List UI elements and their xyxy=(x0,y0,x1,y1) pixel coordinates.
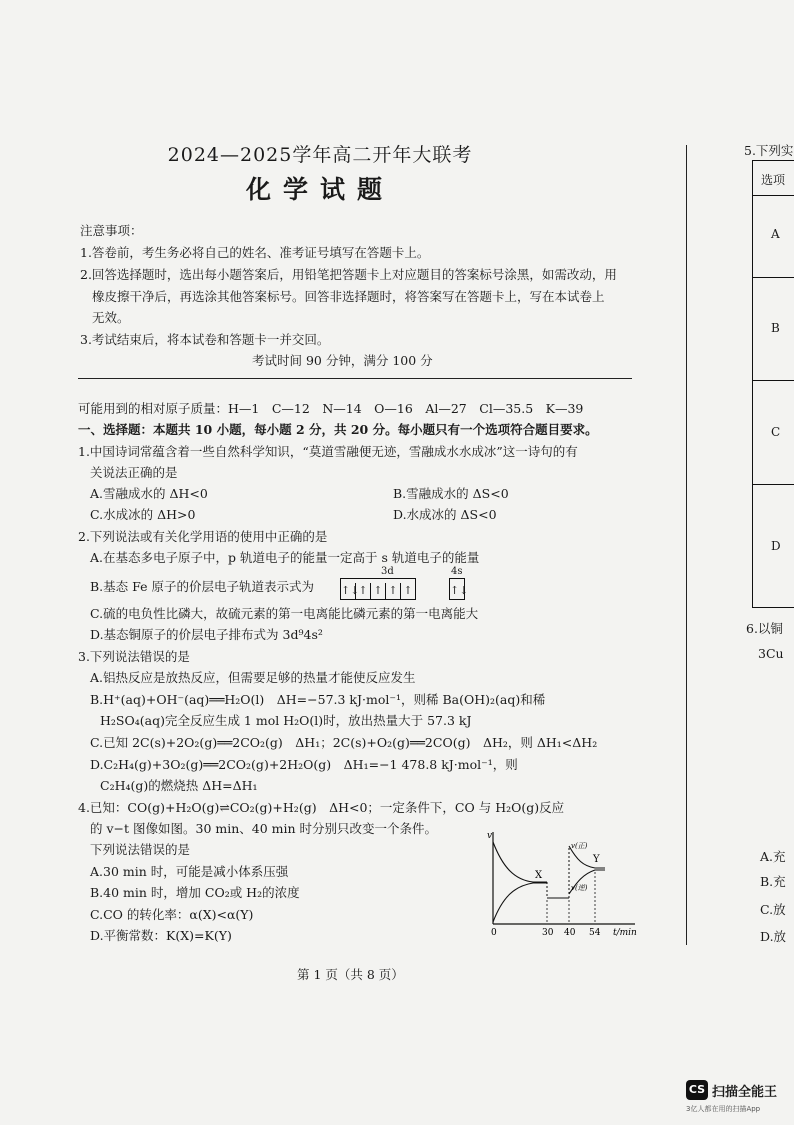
q5-row-b: B xyxy=(771,321,780,335)
scanner-logo-icon: CS xyxy=(686,1080,708,1100)
note-2a: 2.回答选择题时，选出每小题答案后，用铅笔把答题卡上对应题目的答案标号涂黑，如需改动，用 xyxy=(80,267,617,282)
q6-option-c: C.放 xyxy=(760,902,786,917)
q1-option-b: B.雪融成水的 ΔS<0 xyxy=(393,486,509,501)
q5-row-a: A xyxy=(771,227,780,241)
scanner-tagline: 3亿人都在用的扫描App xyxy=(686,1105,761,1113)
q4-option-d: D.平衡常数：K(X)=K(Y) xyxy=(90,928,232,943)
label-4s: 4s xyxy=(451,566,463,577)
q4-option-b: B.40 min 时，增加 CO₂或 H₂的浓度 xyxy=(90,885,300,900)
q3-option-d-2: C₂H₄(g)的燃烧热 ΔH=ΔH₁ xyxy=(100,778,258,793)
section-1-heading: 一、选择题：本题共 10 小题，每小题 2 分，共 20 分。每小题只有一个选项符合题目要求。 xyxy=(78,422,598,437)
q5-table-rule-3 xyxy=(753,380,794,381)
orbital-3d-box xyxy=(340,578,416,600)
q2-option-b: B.基态 Fe 原子的价层电子轨道表示式为 xyxy=(90,579,314,594)
v-reverse-curve-1 xyxy=(493,883,547,922)
orbital-3d-4: ↑ xyxy=(386,583,401,599)
orbital-4s-1: ↑↓ xyxy=(450,584,469,597)
q6-option-d: D.放 xyxy=(760,929,787,944)
x-tick-40: 40 xyxy=(564,928,576,938)
q3-option-c: C.已知 2C(s)+2O₂(g)══2CO₂(g) ΔH₁；2C(s)+O₂(g)══2CO(g) ΔH₂，则 ΔH₁<ΔH₂ xyxy=(90,735,598,750)
q5-table-rule-4 xyxy=(753,484,794,485)
q6-option-b: B.充 xyxy=(760,874,786,889)
q3-option-d-1: D.C₂H₄(g)+3O₂(g)══2CO₂(g)+2H₂O(g) ΔH₁=−1 478.8 kJ·mol⁻¹，则 xyxy=(90,757,518,772)
q3-option-b-1: B.H⁺(aq)+OH⁻(aq)══H₂O(l) ΔH=−57.3 kJ·mol⁻¹，则稀 Ba(OH)₂(aq)和稀 xyxy=(90,692,546,707)
q1-stem-2: 关说法正确的是 xyxy=(90,465,178,480)
orbital-3d-1: ↑↓ xyxy=(341,584,360,597)
atomic-masses: 可能用到的相对原子质量：H—1 C—12 N—14 O—16 Al—27 Cl—35.5 K—39 xyxy=(78,401,584,416)
scanner-app-name: 扫描全能王 xyxy=(712,1085,778,1100)
q4-stem-3: 下列说法错误的是 xyxy=(90,842,191,857)
x-tick-30: 30 xyxy=(542,928,554,938)
q4-stem-2: 的 v−t 图像如图。30 min、40 min 时分别只改变一个条件。 xyxy=(90,821,438,836)
q4-option-a: A.30 min 时，可能是减小体系压强 xyxy=(90,864,289,879)
note-2b: 橡皮擦干净后，再选涂其他答案标号。回答非选择题时，将答案写在答题卡上，写在本试卷上 xyxy=(92,289,605,304)
vt-chart xyxy=(485,828,640,940)
note-3: 3.考试结束后，将本试卷和答题卡一并交回。 xyxy=(80,332,330,347)
q2-option-d: D.基态铜原子的价层电子排布式为 3d⁹4s² xyxy=(90,627,323,642)
q5-table-rule-1 xyxy=(753,195,794,196)
orbital-3d-2: ↑ xyxy=(356,583,371,599)
column-divider xyxy=(686,145,687,945)
point-x-label: X xyxy=(535,870,543,881)
q1-option-c: C.水成冰的 ΔH>0 xyxy=(90,507,196,522)
subject-title: 化学试题 xyxy=(245,175,394,204)
point-y-label: Y xyxy=(593,854,600,865)
notes-heading: 注意事项： xyxy=(80,223,143,238)
x-tick-0: 0 xyxy=(491,928,497,938)
q6-option-a: A.充 xyxy=(760,849,786,864)
q1-stem-1: 1.中国诗词常蕴含着一些自然科学知识，“莫道雪融便无迹，雪融成水水成冰”这一诗句的有 xyxy=(78,444,578,459)
q2-option-c: C.硫的电负性比磷大，故硫元素的第一电离能比磷元素的第一电离能大 xyxy=(90,606,479,621)
q5-row-d: D xyxy=(771,539,781,553)
q5-stem: 5.下列实 xyxy=(744,143,794,158)
q5-table-header: 选项 xyxy=(761,173,786,187)
page-footer: 第 1 页（共 8 页） xyxy=(297,967,404,982)
q5-row-c: C xyxy=(771,425,781,439)
v-forward-label: v(正) xyxy=(571,842,588,850)
q1-option-d: D.水成冰的 ΔS<0 xyxy=(393,507,497,522)
q6-formula: 3Cu xyxy=(758,646,784,661)
orbital-4s-box xyxy=(449,578,469,600)
q3-stem: 3.下列说法错误的是 xyxy=(78,649,190,664)
q4-option-c: C.CO 的转化率：α(X)<α(Y) xyxy=(90,907,254,922)
q2-stem: 2.下列说法或有关化学用语的使用中正确的是 xyxy=(78,529,328,544)
label-3d: 3d xyxy=(381,566,394,577)
q6-stem: 6.以铜 xyxy=(746,621,783,636)
x-tick-54: 54 xyxy=(589,928,601,938)
y-axis-label: v xyxy=(487,831,493,841)
q4-stem-1: 4.已知：CO(g)+H₂O(g)⇌CO₂(g)+H₂(g) ΔH<0；一定条件下，CO 与 H₂O(g)反应 xyxy=(78,800,565,815)
exam-time: 考试时间 90 分钟，满分 100 分 xyxy=(252,353,433,368)
note-2c: 无效。 xyxy=(92,310,130,325)
orbital-3d-5: ↑ xyxy=(403,584,413,597)
note-1: 1.答卷前，考生务必将自己的姓名、准考证号填写在答题卡上。 xyxy=(80,245,430,260)
exam-title: 2024—2025学年高二开年大联考 xyxy=(167,144,473,166)
x-axis-label: t/min xyxy=(613,928,637,938)
q3-option-b-2: H₂SO₄(aq)完全反应生成 1 mol H₂O(l)时，放出热量大于 57.3 kJ xyxy=(100,713,472,728)
q2-option-a: A.在基态多电子原子中，p 轨道电子的能量一定高于 s 轨道电子的能量 xyxy=(90,550,480,565)
q5-table-rule-2 xyxy=(753,277,794,278)
q1-option-a: A.雪融成水的 ΔH<0 xyxy=(90,486,208,501)
orbital-3d-3: ↑ xyxy=(371,583,386,599)
q3-option-a: A.铝热反应是放热反应，但需要足够的热量才能使反应发生 xyxy=(90,670,416,685)
v-reverse-label: v(逆) xyxy=(571,884,588,892)
q5-table xyxy=(752,160,794,608)
header-divider xyxy=(78,378,632,379)
